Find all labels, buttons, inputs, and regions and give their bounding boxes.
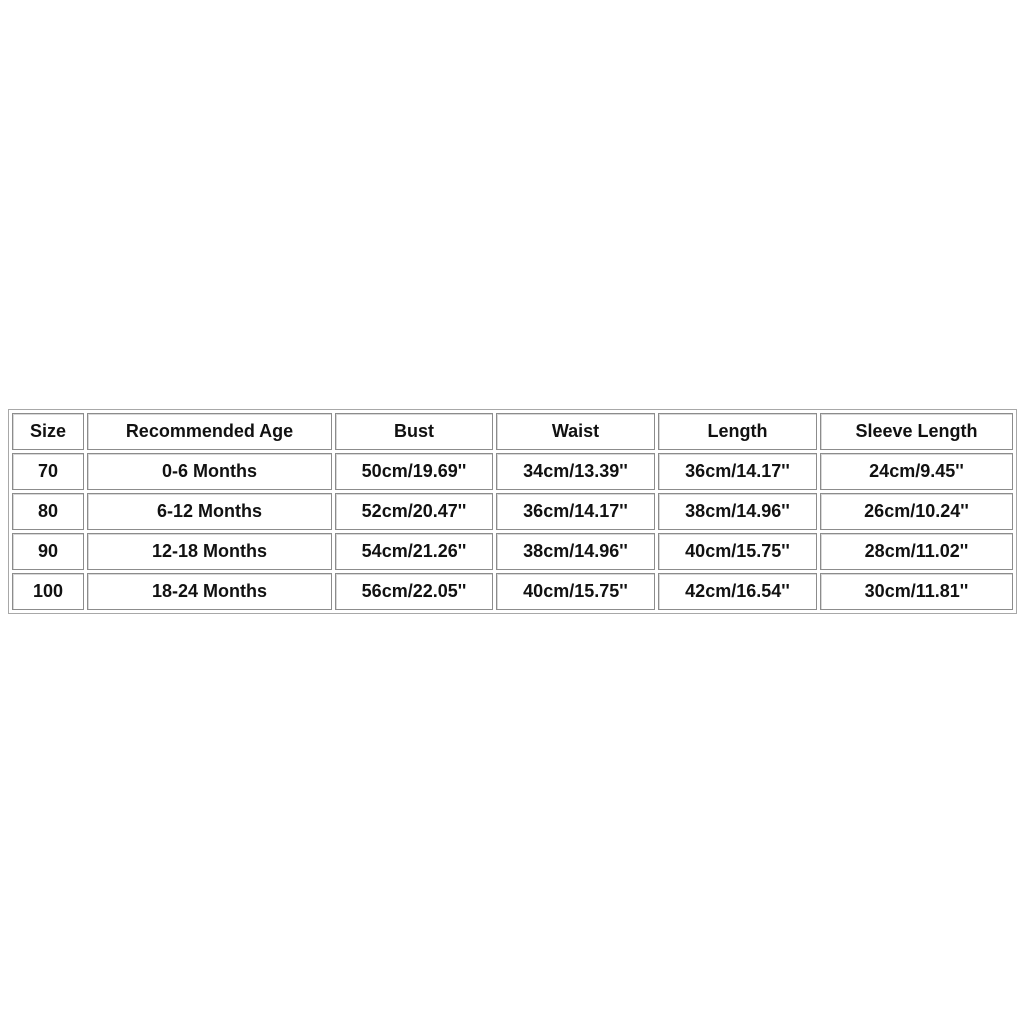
table-row <box>12 533 1013 570</box>
table-header-row <box>12 413 1013 450</box>
cell-sleeve-length: 26cm/10.24'' <box>820 493 1013 530</box>
table-row <box>12 453 1013 490</box>
cell-size: 100 <box>12 573 84 610</box>
cell-length: 38cm/14.96'' <box>658 493 817 530</box>
size-table <box>8 409 1017 614</box>
header-bust: Bust <box>335 413 493 450</box>
cell-size: 70 <box>12 453 84 490</box>
cell-sleeve-length: 24cm/9.45'' <box>820 453 1013 490</box>
cell-length: 42cm/16.54'' <box>658 573 817 610</box>
cell-waist: 40cm/15.75'' <box>496 573 655 610</box>
cell-sleeve-length: 30cm/11.81'' <box>820 573 1013 610</box>
cell-bust: 56cm/22.05'' <box>335 573 493 610</box>
header-size: Size <box>12 413 84 450</box>
cell-bust: 54cm/21.26'' <box>335 533 493 570</box>
cell-bust: 52cm/20.47'' <box>335 493 493 530</box>
cell-waist: 38cm/14.96'' <box>496 533 655 570</box>
cell-recommended-age: 12-18 Months <box>87 533 332 570</box>
table-row <box>12 493 1013 530</box>
cell-size: 80 <box>12 493 84 530</box>
cell-sleeve-length: 28cm/11.02'' <box>820 533 1013 570</box>
cell-recommended-age: 18-24 Months <box>87 573 332 610</box>
cell-recommended-age: 0-6 Months <box>87 453 332 490</box>
cell-length: 36cm/14.17'' <box>658 453 817 490</box>
header-waist: Waist <box>496 413 655 450</box>
header-recommended-age: Recommended Age <box>87 413 332 450</box>
cell-size: 90 <box>12 533 84 570</box>
header-length: Length <box>658 413 817 450</box>
size-chart <box>8 409 1014 614</box>
header-sleeve-length: Sleeve Length <box>820 413 1013 450</box>
cell-length: 40cm/15.75'' <box>658 533 817 570</box>
cell-bust: 50cm/19.69'' <box>335 453 493 490</box>
cell-waist: 34cm/13.39'' <box>496 453 655 490</box>
table-row <box>12 573 1013 610</box>
cell-recommended-age: 6-12 Months <box>87 493 332 530</box>
cell-waist: 36cm/14.17'' <box>496 493 655 530</box>
